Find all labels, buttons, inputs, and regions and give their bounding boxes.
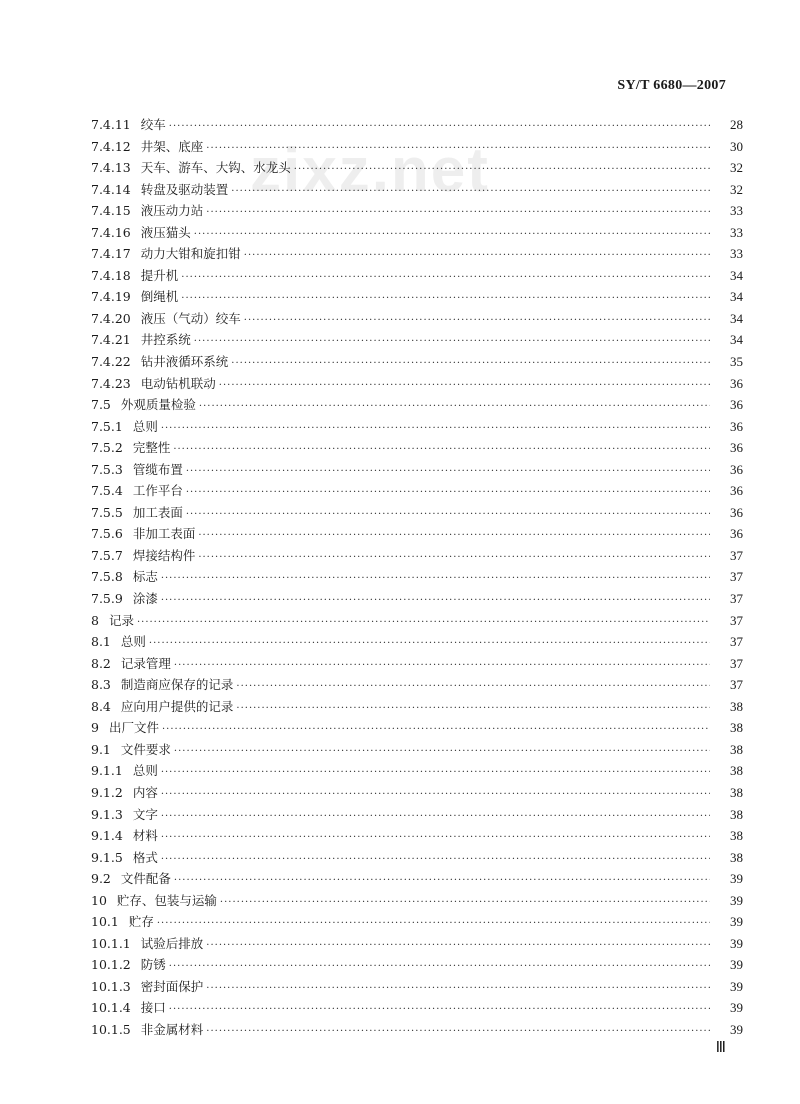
toc-entry-page: 33 [730,224,743,240]
toc-entry-title: 材料 [132,828,158,844]
toc-leader-dots [173,439,710,461]
toc-entry-number: 9 [91,720,99,736]
toc-entry-title: 贮存 [128,914,154,930]
toc-entry-page: 37 [730,547,743,563]
toc-entry-page: 36 [730,461,743,477]
toc-entry[interactable] [91,179,743,201]
toc-entry-number: 9.1.2 [91,784,123,800]
toc-entry-number: 10.1.3 [91,978,131,994]
watermark-text: zixz.net [250,136,490,205]
toc-entry-number: 8.2 [91,655,111,671]
toc-entry-number: 7.4.11 [91,117,131,132]
toc-leader-dots [198,525,710,547]
toc-entry-page: 37 [730,655,743,671]
toc-entry-page: 30 [730,138,743,154]
toc-entry[interactable] [91,566,743,588]
toc-entry[interactable] [91,394,743,416]
toc-entry-page: 36 [730,504,743,520]
toc-entry-title: 非加工表面 [132,526,196,542]
toc-leader-dots [219,375,710,397]
toc-entry-page: 33 [730,203,743,219]
toc-entry-title: 文件要求 [120,741,171,757]
toc-leader-dots [206,202,710,224]
toc-entry[interactable] [91,804,743,826]
toc-entry[interactable] [91,545,743,567]
toc-leader-dots [161,418,710,440]
toc-entry[interactable] [91,825,743,847]
toc-entry-page: 37 [730,569,743,585]
toc-entry-page: 38 [730,784,743,800]
toc-entry-number: 10.1.1 [91,935,131,951]
toc-leader-dots [186,461,710,483]
toc-leader-dots [161,849,710,871]
toc-entry-page: 38 [730,720,743,736]
toc-entry-number: 10.1 [91,914,119,930]
toc-entry-page: 36 [730,418,743,434]
toc-leader-dots [206,978,710,1000]
toc-entry[interactable] [91,610,743,632]
toc-entry-title: 井控系统 [140,332,191,348]
toc-entry-page: 38 [730,698,743,714]
toc-entry-number: 7.4.17 [91,246,131,262]
toc-entry-page: 39 [730,1000,743,1016]
toc-entry-number: 7.5.3 [91,461,123,477]
toc-entry[interactable] [91,739,743,761]
toc-leader-dots [206,138,710,160]
toc-entry-page: 28 [730,117,743,132]
page-folio: Ⅲ [715,1040,726,1056]
toc-entry-page: 37 [730,677,743,693]
toc-entry[interactable] [91,890,743,912]
toc-entry-title: 钻井液循环系统 [140,354,229,370]
table-of-contents [91,114,743,1041]
toc-entry[interactable] [91,114,743,136]
toc-entry-number: 9.1.3 [91,806,123,822]
toc-entry-title: 液压动力站 [140,203,204,219]
toc-leader-dots [169,116,710,138]
toc-entry-page: 34 [730,310,743,326]
toc-entry-number: 7.5 [91,397,111,413]
toc-entry[interactable] [91,588,743,610]
toc-entry-page: 38 [730,806,743,822]
toc-entry-page: 37 [730,591,743,607]
toc-entry-title: 记录 [108,612,134,628]
toc-entry[interactable] [91,222,743,244]
toc-entry-page: 32 [730,181,743,197]
toc-entry-number: 9.1.5 [91,849,123,865]
toc-entry-number: 9.1.4 [91,828,123,844]
toc-leader-dots [199,396,710,418]
toc-entry[interactable] [91,653,743,675]
toc-leader-dots [162,719,710,741]
toc-leader-dots [137,612,710,634]
toc-entry-title: 总则 [132,418,158,434]
toc-entry[interactable] [91,136,743,158]
toc-entry-page: 39 [730,871,743,887]
toc-entry-number: 7.4.21 [91,332,131,348]
toc-leader-dots [161,784,710,806]
toc-entry-title: 工作平台 [132,483,183,499]
standard-code-header: SY/T 6680—2007 [617,78,726,93]
toc-entry-number: 7.4.19 [91,289,131,305]
toc-entry-page: 32 [730,160,743,176]
toc-entry-number: 7.5.5 [91,504,123,520]
toc-entry-number: 7.5.4 [91,483,123,499]
toc-entry-title: 出厂文件 [108,720,159,736]
toc-entry[interactable] [91,868,743,890]
toc-entry-page: 39 [730,957,743,973]
toc-entry-number: 10.1.2 [91,957,131,973]
toc-entry-number: 7.4.18 [91,267,131,283]
toc-leader-dots [149,633,710,655]
toc-entry-title: 试验后排放 [140,935,204,951]
toc-entry[interactable] [91,954,743,976]
toc-entry-page: 33 [730,246,743,262]
toc-entry-title: 管缆布置 [132,461,183,477]
toc-leader-dots [236,698,710,720]
toc-leader-dots [161,762,710,784]
toc-entry[interactable] [91,200,743,222]
toc-entry-page: 38 [730,763,743,779]
toc-entry-number: 8.3 [91,677,111,693]
toc-leader-dots [161,568,710,590]
toc-leader-dots [169,956,710,978]
toc-leader-dots [294,159,710,181]
toc-entry-page: 37 [730,634,743,650]
toc-entry[interactable] [91,674,743,696]
toc-entry[interactable] [91,523,743,545]
toc-entry[interactable] [91,933,743,955]
toc-entry-title: 总则 [132,763,158,779]
toc-leader-dots [244,310,710,332]
toc-entry[interactable] [91,437,743,459]
toc-entry-number: 9.1.1 [91,763,123,779]
toc-entry-title: 提升机 [140,267,179,283]
toc-entry[interactable] [91,976,743,998]
toc-entry-page: 39 [730,935,743,951]
toc-entry-title: 文件配备 [120,871,171,887]
toc-entry[interactable] [91,459,743,481]
toc-entry-number: 8.4 [91,698,111,714]
toc-leader-dots [169,999,710,1021]
toc-entry-number: 7.4.20 [91,310,131,326]
toc-entry-title: 应向用户提供的记录 [120,698,234,714]
toc-entry-page: 39 [730,892,743,908]
toc-entry[interactable] [91,480,743,502]
toc-entry-title: 液压（气动）绞车 [140,310,241,326]
toc-entry-page: 36 [730,375,743,391]
toc-entry-page: 34 [730,289,743,305]
toc-leader-dots [174,870,710,892]
toc-entry-number: 7.4.15 [91,203,131,219]
toc-leader-dots [174,741,710,763]
toc-entry-title: 格式 [132,849,158,865]
toc-entry-number: 7.5.8 [91,569,123,585]
toc-entry-number: 9.1 [91,741,111,757]
toc-leader-dots [231,353,710,375]
toc-entry[interactable] [91,782,743,804]
toc-entry-title: 密封面保护 [140,978,204,994]
toc-entry[interactable] [91,1019,743,1041]
toc-entry-title: 文字 [132,806,158,822]
toc-leader-dots [161,827,710,849]
toc-entry[interactable] [91,717,743,739]
toc-entry[interactable] [91,760,743,782]
toc-entry-title: 总则 [120,634,146,650]
toc-entry-number: 7.5.1 [91,418,123,434]
toc-entry[interactable] [91,911,743,933]
toc-entry[interactable] [91,351,743,373]
toc-leader-dots [157,913,710,935]
toc-entry-title: 倒绳机 [140,289,179,305]
toc-entry-page: 39 [730,914,743,930]
toc-entry-title: 动力大钳和旋扣钳 [140,246,241,262]
toc-entry-title: 涂漆 [132,591,158,607]
toc-entry[interactable] [91,997,743,1019]
toc-entry-title: 井架、底座 [140,138,204,154]
toc-entry-number: 7.4.14 [91,181,131,197]
toc-entry-title: 接口 [140,1000,166,1016]
toc-entry-title: 焊接结构件 [132,547,196,563]
toc-entry-page: 36 [730,526,743,542]
toc-entry-page: 34 [730,267,743,283]
toc-leader-dots [231,181,710,203]
toc-entry-number: 8 [91,612,99,628]
toc-entry-title: 转盘及驱动装置 [140,181,229,197]
toc-entry-title: 非金属材料 [140,1021,204,1037]
toc-entry-title: 电动钻机联动 [140,375,216,391]
toc-entry-page: 38 [730,849,743,865]
toc-leader-dots [194,331,710,353]
toc-entry-title: 外观质量检验 [120,397,196,413]
toc-leader-dots [206,935,710,957]
toc-entry-number: 10.1.5 [91,1021,131,1037]
toc-entry-title: 内容 [132,784,158,800]
toc-entry[interactable] [91,243,743,265]
toc-entry-number: 7.4.22 [91,354,131,370]
toc-entry-title: 制造商应保存的记录 [120,677,234,693]
toc-entry[interactable] [91,631,743,653]
toc-leader-dots [236,676,710,698]
toc-entry[interactable] [91,286,743,308]
toc-entry-page: 36 [730,440,743,456]
toc-leader-dots [181,267,710,289]
toc-entry[interactable] [91,308,743,330]
toc-entry-number: 10.1.4 [91,1000,131,1016]
toc-entry-page: 36 [730,483,743,499]
toc-entry-number: 7.5.7 [91,547,123,563]
toc-entry-page: 35 [730,354,743,370]
toc-entry-number: 7.5.9 [91,591,123,607]
toc-leader-dots [174,655,710,677]
toc-entry-title: 加工表面 [132,504,183,520]
toc-entry[interactable] [91,416,743,438]
toc-leader-dots [186,482,710,504]
toc-entry[interactable] [91,265,743,287]
toc-leader-dots [186,504,710,526]
toc-leader-dots [181,288,710,310]
toc-leader-dots [161,806,710,828]
toc-entry-page: 38 [730,828,743,844]
toc-entry-title: 完整性 [132,440,171,456]
toc-leader-dots [244,245,710,267]
toc-entry-number: 10 [91,892,107,908]
toc-entry[interactable] [91,847,743,869]
toc-entry-page: 34 [730,332,743,348]
toc-entry-number: 7.5.2 [91,440,123,456]
toc-entry-number: 8.1 [91,634,111,650]
toc-entry-title: 记录管理 [120,655,171,671]
toc-entry-title: 天车、游车、大钩、水龙头 [140,160,291,176]
toc-leader-dots [220,892,710,914]
toc-entry-title: 贮存、包装与运输 [116,892,217,908]
toc-entry-page: 38 [730,741,743,757]
toc-entry-number: 7.4.16 [91,224,131,240]
toc-entry[interactable] [91,329,743,351]
toc-entry[interactable] [91,502,743,524]
toc-entry[interactable] [91,157,743,179]
toc-leader-dots [194,224,710,246]
toc-entry-page: 39 [730,978,743,994]
toc-entry[interactable] [91,696,743,718]
toc-entry-number: 7.4.12 [91,138,131,154]
toc-entry-title: 液压猫头 [140,224,191,240]
toc-entry-number: 9.2 [91,871,111,887]
toc-entry-number: 7.5.6 [91,526,123,542]
toc-entry-page: 37 [730,612,743,628]
toc-entry-number: 7.4.23 [91,375,131,391]
toc-leader-dots [161,590,710,612]
toc-entry-title: 标志 [132,569,158,585]
toc-entry-page: 36 [730,397,743,413]
toc-leader-dots [198,547,710,569]
toc-entry-title: 防锈 [140,957,166,973]
toc-entry-page: 39 [730,1021,743,1037]
toc-entry-number: 7.4.13 [91,160,131,176]
toc-entry-title: 绞车 [140,117,166,132]
toc-leader-dots [206,1021,710,1043]
toc-entry[interactable] [91,373,743,395]
